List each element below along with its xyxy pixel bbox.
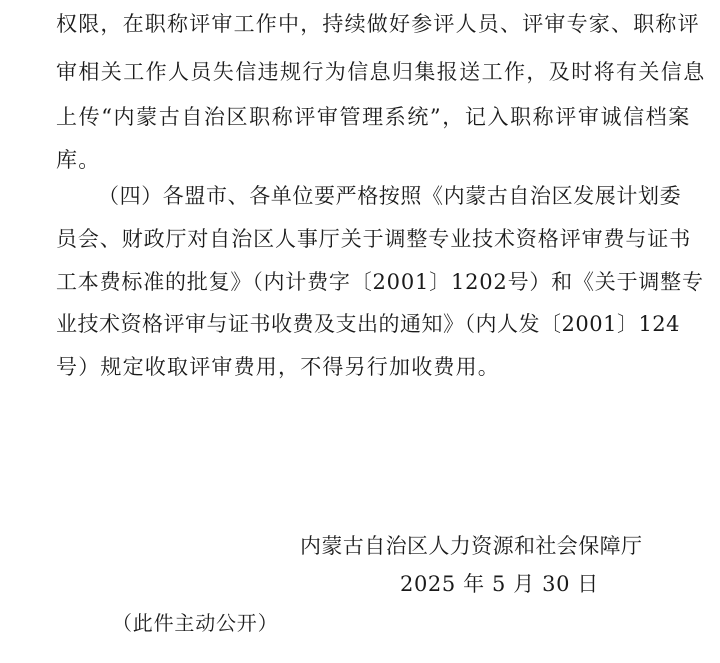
disclosure-note: （此件主动公开） [112, 611, 279, 635]
body-text-line: 上传“内蒙古自治区职称评审管理系统”，记入职称评审诚信档案 [56, 105, 691, 129]
body-text-line: 工本费标准的批复》（内计费字〔2001〕1202号）和《关于调整专 [56, 270, 704, 294]
signature-date: 2025 年 5 月 30 日 [400, 572, 599, 596]
signature-organization: 内蒙古自治区人力资源和社会保障厅 [300, 534, 643, 558]
body-text-line: 权限，在职称评审工作中，持续做好参评人员、评审专家、职称评 [56, 12, 700, 36]
paragraph-four-first-line: （四）各盟市、各单位要严格按照《内蒙古自治区发展计划委 [98, 184, 682, 208]
body-text-line: 员会、财政厅对自治区人事厅关于调整专业技术资格评审费与证书 [56, 227, 692, 251]
body-text-line: 库。 [56, 148, 101, 172]
body-text-line: 号）规定收取评审费用，不得另行加收费用。 [56, 355, 500, 379]
body-text-line: 业技术资格评审与证书收费及支出的通知》（内人发〔2001〕124 [56, 312, 681, 336]
body-text-line: 审相关工作人员失信违规行为信息归集报送工作，及时将有关信息 [56, 60, 706, 84]
